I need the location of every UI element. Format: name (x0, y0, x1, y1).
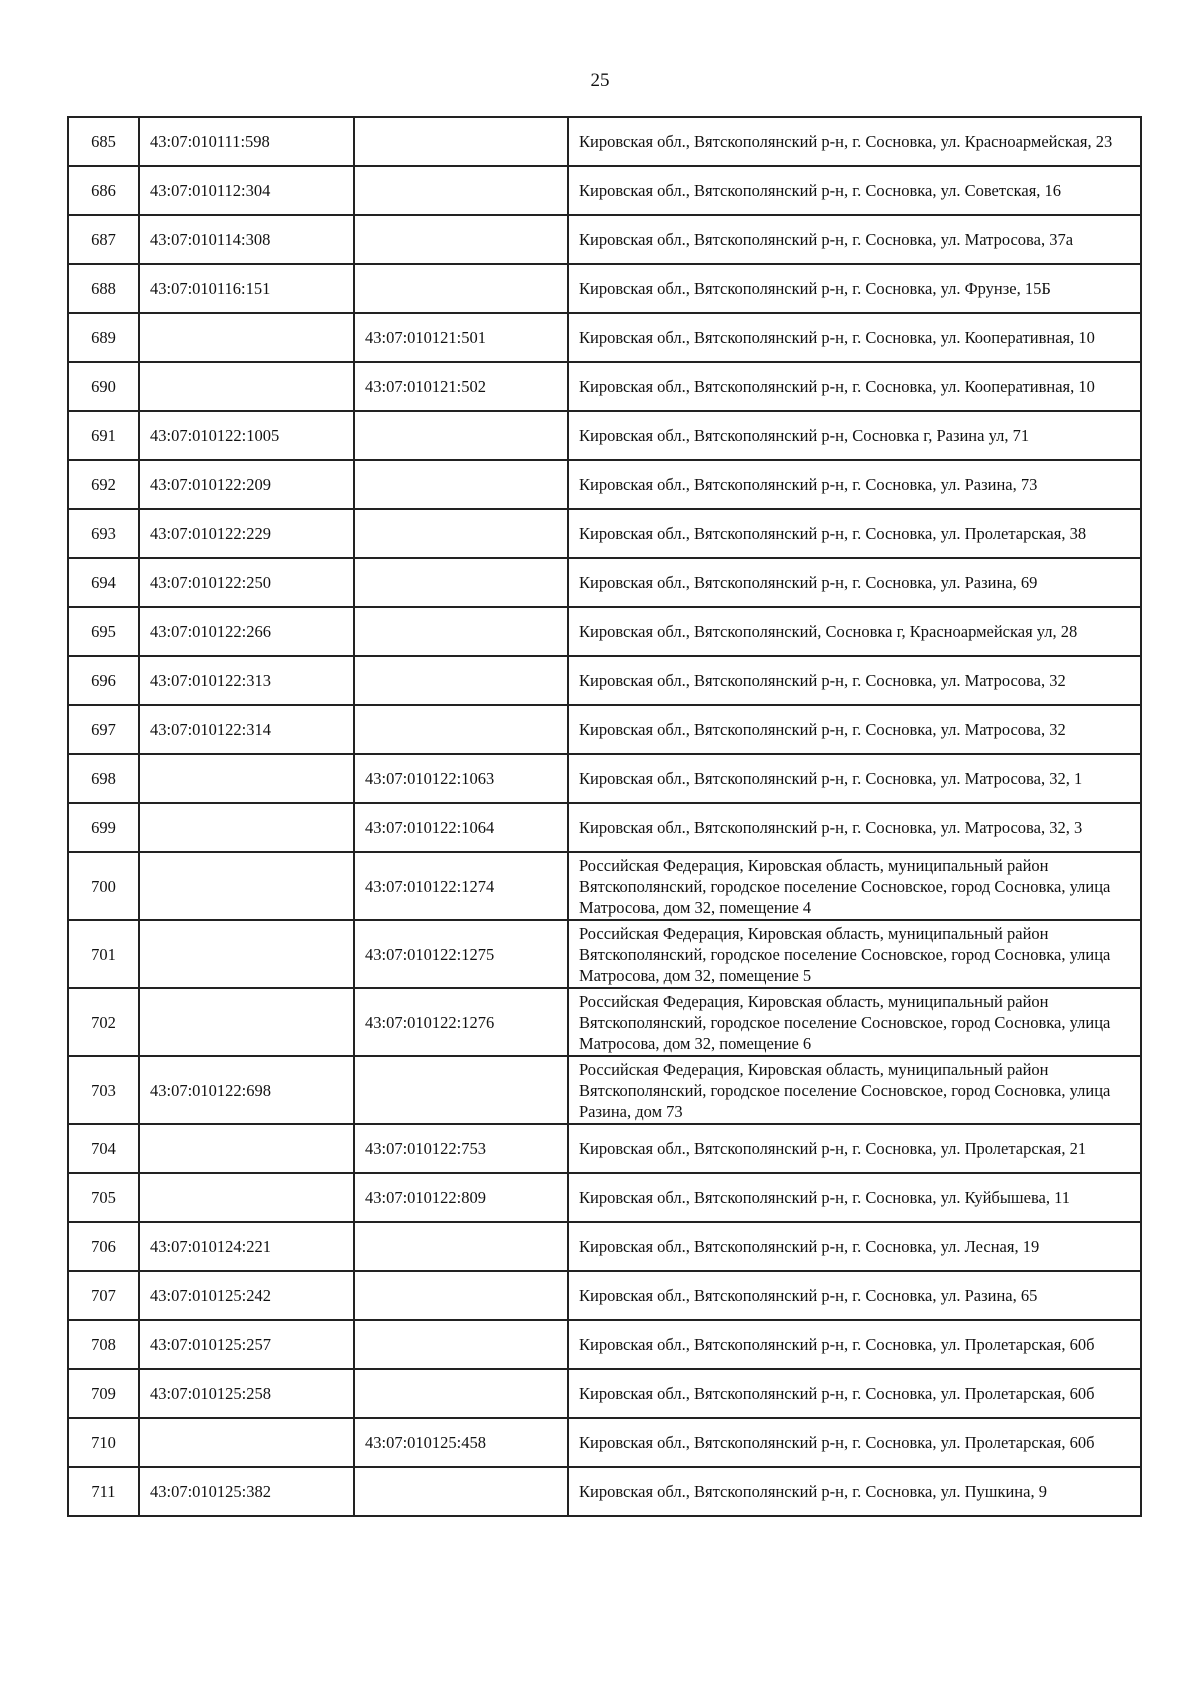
table-row (68, 1173, 1141, 1222)
cadastral-number-cell: 43:07:010114:308 (139, 215, 354, 264)
row-number-cell: 708 (68, 1320, 139, 1369)
address-cell: Кировская обл., Вятскополянский р-н, г. Сосновка, ул. Пролетарская, 60б (568, 1369, 1141, 1418)
table-row (68, 1271, 1141, 1320)
cadastral-number-cell: 43:07:010122:313 (139, 656, 354, 705)
cadastral-number-cell (139, 362, 354, 411)
address-cell: Кировская обл., Вятскополянский р-н, г. Сосновка, ул. Матросова, 32 (568, 656, 1141, 705)
row-number-cell: 685 (68, 117, 139, 166)
premises-cadastral-number-cell: 43:07:010122:1274 (354, 852, 568, 920)
premises-cadastral-number-cell (354, 656, 568, 705)
cadastral-number-cell: 43:07:010125:258 (139, 1369, 354, 1418)
row-number-cell: 696 (68, 656, 139, 705)
cadastral-number-cell (139, 852, 354, 920)
row-number-cell: 711 (68, 1467, 139, 1516)
row-number-cell: 701 (68, 920, 139, 988)
table-row (68, 411, 1141, 460)
address-cell: Кировская обл., Вятскополянский р-н, г. Сосновка, ул. Разина, 69 (568, 558, 1141, 607)
cadastral-number-cell (139, 988, 354, 1056)
address-cell: Кировская обл., Вятскополянский р-н, г. Сосновка, ул. Матросова, 32 (568, 705, 1141, 754)
table-row (68, 166, 1141, 215)
table-row (68, 852, 1141, 920)
table-row (68, 509, 1141, 558)
address-cell: Кировская обл., Вятскополянский р-н, г. Сосновка, ул. Лесная, 19 (568, 1222, 1141, 1271)
row-number-cell: 698 (68, 754, 139, 803)
table-row (68, 1369, 1141, 1418)
table-row (68, 313, 1141, 362)
row-number-cell: 689 (68, 313, 139, 362)
row-number-cell: 686 (68, 166, 139, 215)
premises-cadastral-number-cell (354, 1467, 568, 1516)
cadastral-number-cell: 43:07:010122:266 (139, 607, 354, 656)
premises-cadastral-number-cell (354, 1271, 568, 1320)
address-cell: Кировская обл., Вятскополянский р-н, г. Сосновка, ул. Пролетарская, 60б (568, 1418, 1141, 1467)
address-cell: Кировская обл., Вятскополянский р-н, Сосновка г, Разина ул, 71 (568, 411, 1141, 460)
cadastral-number-cell: 43:07:010122:314 (139, 705, 354, 754)
premises-cadastral-number-cell: 43:07:010122:809 (354, 1173, 568, 1222)
address-cell: Кировская обл., Вятскополянский р-н, г. Сосновка, ул. Матросова, 32, 3 (568, 803, 1141, 852)
premises-cadastral-number-cell (354, 607, 568, 656)
cadastral-number-cell (139, 803, 354, 852)
premises-cadastral-number-cell: 43:07:010122:1063 (354, 754, 568, 803)
premises-cadastral-number-cell (354, 1056, 568, 1124)
premises-cadastral-number-cell (354, 558, 568, 607)
table-row (68, 460, 1141, 509)
cadastral-number-cell: 43:07:010122:1005 (139, 411, 354, 460)
cadastral-number-cell: 43:07:010111:598 (139, 117, 354, 166)
cadastral-number-cell: 43:07:010124:221 (139, 1222, 354, 1271)
cadastral-number-cell (139, 1418, 354, 1467)
cadastral-number-cell: 43:07:010122:209 (139, 460, 354, 509)
row-number-cell: 699 (68, 803, 139, 852)
cadastral-number-cell (139, 1173, 354, 1222)
premises-cadastral-number-cell (354, 1320, 568, 1369)
premises-cadastral-number-cell (354, 1222, 568, 1271)
address-cell: Кировская обл., Вятскополянский р-н, г. Сосновка, ул. Матросова, 37а (568, 215, 1141, 264)
address-cell: Российская Федерация, Кировская область, муниципальный район Вятскополянский, городское поселение Сосновское, город Сосновка, улица Матросова, дом 32, помещение 5 (568, 920, 1141, 988)
table-row (68, 1467, 1141, 1516)
row-number-cell: 687 (68, 215, 139, 264)
row-number-cell: 700 (68, 852, 139, 920)
address-cell: Кировская обл., Вятскополянский р-н, г. Сосновка, ул. Советская, 16 (568, 166, 1141, 215)
table-row (68, 1418, 1141, 1467)
cadastral-number-cell: 43:07:010125:382 (139, 1467, 354, 1516)
row-number-cell: 710 (68, 1418, 139, 1467)
row-number-cell: 709 (68, 1369, 139, 1418)
table-row (68, 920, 1141, 988)
cadastral-number-cell: 43:07:010116:151 (139, 264, 354, 313)
row-number-cell: 690 (68, 362, 139, 411)
address-cell: Кировская обл., Вятскополянский р-н, г. Сосновка, ул. Разина, 65 (568, 1271, 1141, 1320)
row-number-cell: 688 (68, 264, 139, 313)
registry-table-body (68, 117, 1141, 1516)
premises-cadastral-number-cell (354, 1369, 568, 1418)
cadastral-number-cell: 43:07:010125:257 (139, 1320, 354, 1369)
table-row (68, 215, 1141, 264)
premises-cadastral-number-cell (354, 215, 568, 264)
address-cell: Российская Федерация, Кировская область, муниципальный район Вятскополянский, городское поселение Сосновское, город Сосновка, улица Разина, дом 73 (568, 1056, 1141, 1124)
address-cell: Кировская обл., Вятскополянский р-н, г. Сосновка, ул. Пролетарская, 60б (568, 1320, 1141, 1369)
premises-cadastral-number-cell: 43:07:010122:1275 (354, 920, 568, 988)
row-number-cell: 694 (68, 558, 139, 607)
row-number-cell: 703 (68, 1056, 139, 1124)
premises-cadastral-number-cell: 43:07:010122:753 (354, 1124, 568, 1173)
address-cell: Кировская обл., Вятскополянский р-н, г. Сосновка, ул. Пролетарская, 38 (568, 509, 1141, 558)
table-row (68, 362, 1141, 411)
cadastral-number-cell: 43:07:010125:242 (139, 1271, 354, 1320)
table-row (68, 1320, 1141, 1369)
row-number-cell: 695 (68, 607, 139, 656)
table-row (68, 988, 1141, 1056)
address-cell: Кировская обл., Вятскополянский р-н, г. Сосновка, ул. Кооперативная, 10 (568, 362, 1141, 411)
address-cell: Российская Федерация, Кировская область, муниципальный район Вятскополянский, городское поселение Сосновское, город Сосновка, улица Матросова, дом 32, помещение 4 (568, 852, 1141, 920)
cadastral-number-cell (139, 313, 354, 362)
premises-cadastral-number-cell: 43:07:010122:1276 (354, 988, 568, 1056)
row-number-cell: 693 (68, 509, 139, 558)
premises-cadastral-number-cell (354, 166, 568, 215)
premises-cadastral-number-cell: 43:07:010125:458 (354, 1418, 568, 1467)
address-cell: Кировская обл., Вятскополянский р-н, г. Сосновка, ул. Фрунзе, 15Б (568, 264, 1141, 313)
premises-cadastral-number-cell (354, 411, 568, 460)
address-cell: Кировская обл., Вятскополянский р-н, г. Сосновка, ул. Пролетарская, 21 (568, 1124, 1141, 1173)
table-row (68, 607, 1141, 656)
row-number-cell: 704 (68, 1124, 139, 1173)
page-number: 25 (590, 70, 610, 91)
premises-cadastral-number-cell: 43:07:010122:1064 (354, 803, 568, 852)
premises-cadastral-number-cell (354, 117, 568, 166)
address-cell: Кировская обл., Вятскополянский р-н, г. Сосновка, ул. Матросова, 32, 1 (568, 754, 1141, 803)
row-number-cell: 691 (68, 411, 139, 460)
cadastral-number-cell: 43:07:010122:698 (139, 1056, 354, 1124)
table-row (68, 1222, 1141, 1271)
premises-cadastral-number-cell: 43:07:010121:501 (354, 313, 568, 362)
premises-cadastral-number-cell (354, 705, 568, 754)
cadastral-number-cell: 43:07:010122:229 (139, 509, 354, 558)
address-cell: Российская Федерация, Кировская область, муниципальный район Вятскополянский, городское поселение Сосновское, город Сосновка, улица Матросова, дом 32, помещение 6 (568, 988, 1141, 1056)
table-row (68, 1056, 1141, 1124)
row-number-cell: 706 (68, 1222, 139, 1271)
premises-cadastral-number-cell (354, 264, 568, 313)
address-cell: Кировская обл., Вятскополянский р-н, г. Сосновка, ул. Красноармейская, 23 (568, 117, 1141, 166)
table-row (68, 1124, 1141, 1173)
row-number-cell: 702 (68, 988, 139, 1056)
row-number-cell: 707 (68, 1271, 139, 1320)
table-row (68, 754, 1141, 803)
property-registry-table (67, 116, 1142, 1517)
cadastral-number-cell (139, 1124, 354, 1173)
address-cell: Кировская обл., Вятскополянский р-н, г. Сосновка, ул. Куйбышева, 11 (568, 1173, 1141, 1222)
cadastral-number-cell: 43:07:010112:304 (139, 166, 354, 215)
cadastral-number-cell: 43:07:010122:250 (139, 558, 354, 607)
table-row (68, 264, 1141, 313)
table-row (68, 117, 1141, 166)
premises-cadastral-number-cell (354, 460, 568, 509)
address-cell: Кировская обл., Вятскополянский, Сосновка г, Красноармейская ул, 28 (568, 607, 1141, 656)
address-cell: Кировская обл., Вятскополянский р-н, г. Сосновка, ул. Кооперативная, 10 (568, 313, 1141, 362)
table-row (68, 705, 1141, 754)
row-number-cell: 692 (68, 460, 139, 509)
cadastral-number-cell (139, 754, 354, 803)
address-cell: Кировская обл., Вятскополянский р-н, г. Сосновка, ул. Пушкина, 9 (568, 1467, 1141, 1516)
table-row (68, 803, 1141, 852)
cadastral-number-cell (139, 920, 354, 988)
row-number-cell: 697 (68, 705, 139, 754)
row-number-cell: 705 (68, 1173, 139, 1222)
premises-cadastral-number-cell (354, 509, 568, 558)
table-row (68, 656, 1141, 705)
address-cell: Кировская обл., Вятскополянский р-н, г. Сосновка, ул. Разина, 73 (568, 460, 1141, 509)
table-row (68, 558, 1141, 607)
premises-cadastral-number-cell: 43:07:010121:502 (354, 362, 568, 411)
